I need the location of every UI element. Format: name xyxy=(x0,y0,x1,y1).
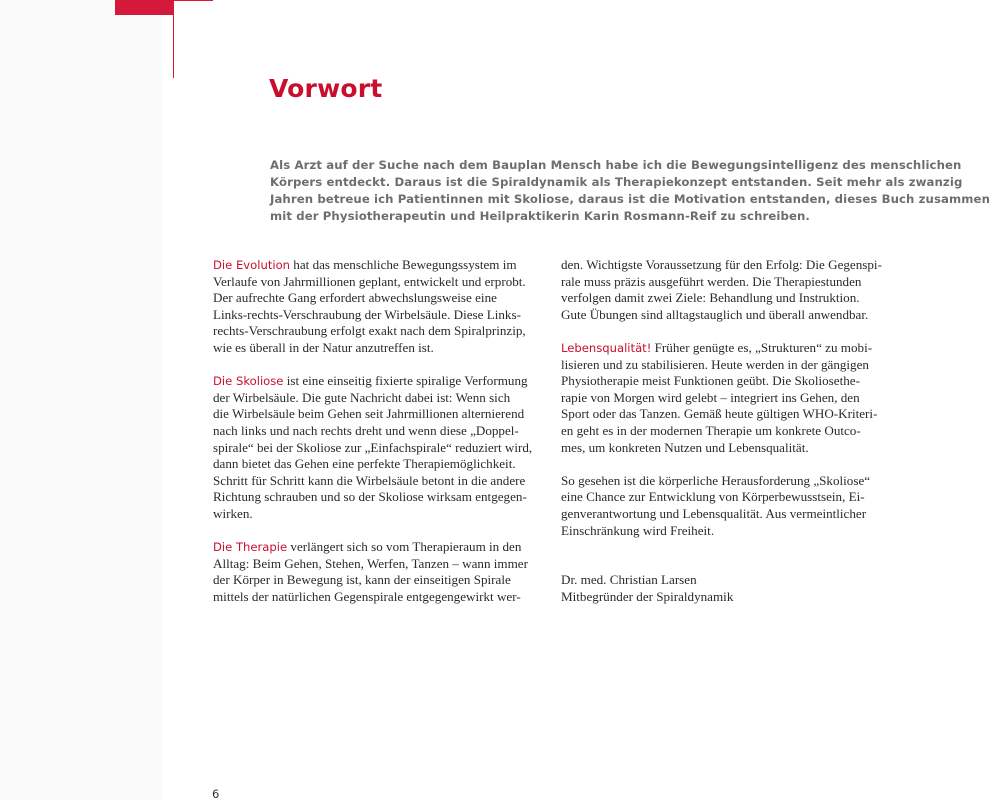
intro-line: Körpers entdeckt. Daraus ist die Spiraldynamik als Therapiekonzept entstanden. Seit mehr als zwanzig xyxy=(270,174,963,189)
text-line: So gesehen ist die körperliche Herausforderung „Skoliose“ xyxy=(561,472,871,488)
text-line: rechts-Verschraubung erfolgt exakt nach dem Spiralprinzip, xyxy=(213,323,526,339)
keyword-skoliose: Die Skoliose xyxy=(213,374,284,389)
keyword-evolution: Die Evolution xyxy=(213,258,291,272)
text-line: Verlaufe von Jahrmillionen geplant, entwickelt und erprobt. xyxy=(213,273,526,289)
text-line: genverantwortung und Lebensqualität. Aus vermeintlicher xyxy=(561,505,867,521)
text-line: den. Wichtigste Voraussetzung für den Erfolg: Die Gegenspi- xyxy=(561,257,882,272)
left-text-column xyxy=(213,257,543,605)
text-line: en geht es in der modernen Therapie um konkrete Outco- xyxy=(561,422,861,438)
text-line: lisieren und zu stabilisieren. Heute werden in der gängigen xyxy=(561,356,869,372)
text-line: verfolgen damit zwei Ziele: Behandlung und Instruktion. xyxy=(561,290,860,306)
intro-line: Als Arzt auf der Suche nach dem Bauplan Mensch habe ich die Bewegungsintelligenz des menschlichen xyxy=(270,158,962,172)
text-line: Gute Übungen sind alltagstauglich und überall anwendbar. xyxy=(561,306,869,322)
paragraph-skoliose xyxy=(213,373,543,522)
keyword-lebensqualitaet: Lebensqualität! xyxy=(561,340,652,355)
text-line: mes, um konkreten Nutzen und Lebensqualität. xyxy=(561,439,809,455)
text-line: Der aufrechte Gang erfordert abwechslungsweise eine xyxy=(213,290,497,306)
text-line: Alltag: Beim Gehen, Stehen, Werfen, Tanzen – wann immer xyxy=(213,555,528,571)
paragraph-therapie xyxy=(213,539,543,605)
paragraph-first-line xyxy=(213,539,543,556)
first-line-text: Früher genügte es, „Strukturen“ zu mobi- xyxy=(651,339,873,355)
signature-role: Mitbegründer der Spiraldynamik xyxy=(561,588,734,604)
corner-accent-block xyxy=(115,0,173,15)
paragraph-lebensqualitaet xyxy=(561,340,891,456)
first-line-text: verlängert sich so vom Therapieraum in den xyxy=(287,539,522,555)
paragraph-first-line xyxy=(561,340,891,357)
corner-accent-line-horizontal xyxy=(173,0,213,1)
signature-spacer xyxy=(561,556,891,573)
text-line: Richtung schrauben und so der Skoliose wirksam entgegen- xyxy=(213,489,527,505)
signature-block xyxy=(561,572,891,605)
text-line: die Wirbelsäule beim Gehen seit Jahrmillionen alternierend xyxy=(213,406,525,422)
text-line: rale muss präzis ausgeführt werden. Die Therapiestunden xyxy=(561,273,862,289)
right-text-column xyxy=(561,257,891,605)
intro-line: mit der Physiotherapeutin und Heilpraktikerin Karin Rosmann-Reif zu schreiben. xyxy=(270,208,810,223)
text-line: dann bietet das Gehen eine perfekte Therapiemöglichkeit. xyxy=(213,456,516,472)
paragraph-continuation xyxy=(561,257,891,323)
signature-name: Dr. med. Christian Larsen xyxy=(561,572,697,588)
intro-line: Jahren betreue ich Patientinnen mit Skoliose, daraus ist die Motivation entstanden, dieses Buch zusammen xyxy=(270,191,990,206)
text-line: wirken. xyxy=(213,505,253,521)
text-line: Schritt für Schritt kann die Wirbelsäule betont in die andere xyxy=(213,472,526,488)
text-line: Physiotherapie meist Funktionen geübt. Die Skoliosethe- xyxy=(561,373,860,389)
page-margin-strip xyxy=(0,0,162,800)
keyword-therapie: Die Therapie xyxy=(213,540,288,555)
text-line: Einschränkung wird Freiheit. xyxy=(561,522,715,538)
paragraph-first-line xyxy=(213,257,543,274)
text-line: der Wirbelsäule. Die gute Nachricht dabei ist: Wenn sich xyxy=(213,389,511,405)
text-line: nach links und nach rechts dreht und wenn diese „Doppel- xyxy=(213,422,519,438)
first-line-text: ist eine einseitig fixierte spiralige Verformung xyxy=(283,373,528,389)
text-line: Sport oder das Tanzen. Gemäß heute gültigen WHO-Kriteri- xyxy=(561,406,878,422)
text-line: der Körper in Bewegung ist, kann der einseitigen Spirale xyxy=(213,572,511,588)
text-line: spirale“ bei der Skoliose zur „Einfachspirale“ reduziert wird, xyxy=(213,439,533,455)
intro-paragraph xyxy=(270,157,990,225)
first-line-text: hat das menschliche Bewegungssystem im xyxy=(290,257,517,272)
paragraph-first-line xyxy=(213,373,543,390)
paragraph-evolution xyxy=(213,257,543,357)
text-line: Links-rechts-Verschraubung der Wirbelsäule. Diese Links- xyxy=(213,306,521,322)
text-line: mittels der natürlichen Gegenspirale entgegengewirkt wer- xyxy=(213,588,521,604)
page-title: Vorwort xyxy=(269,74,383,103)
page-number: 6 xyxy=(212,787,220,801)
corner-accent-line-vertical xyxy=(173,0,174,78)
text-line: rapie von Morgen wird gelebt – integriert ins Gehen, den xyxy=(561,389,860,405)
text-line: eine Chance zur Entwicklung von Körperbewusstsein, Ei- xyxy=(561,489,865,505)
paragraph-conclusion xyxy=(561,473,891,539)
text-line: wie es überall in der Natur anzutreffen ist. xyxy=(213,339,434,355)
